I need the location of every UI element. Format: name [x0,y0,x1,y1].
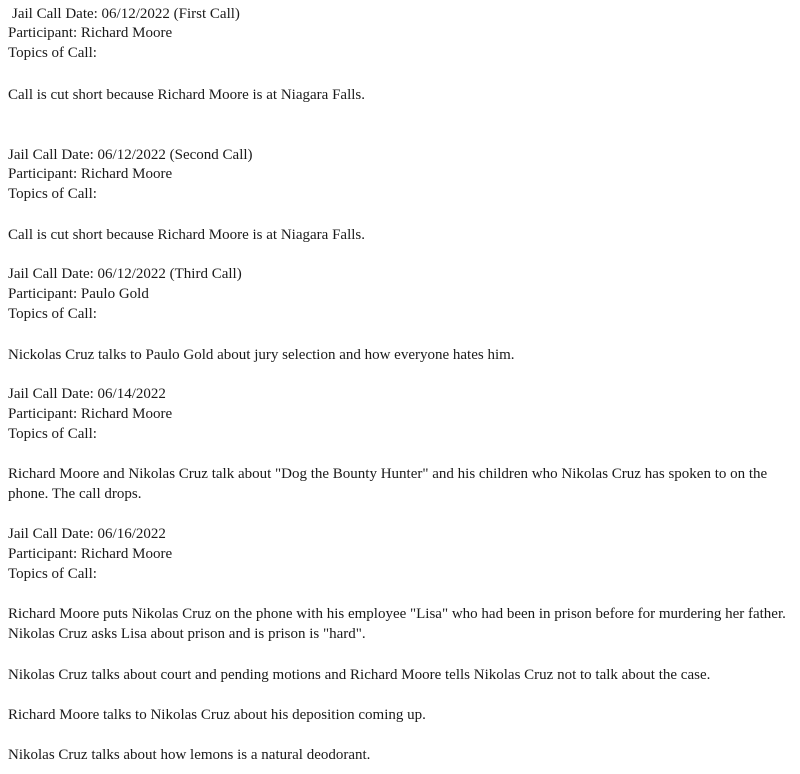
call-summary-2: Call is cut short because Richard Moore is at Niagara Falls. [8,227,365,243]
call-date-5: Jail Call Date: 06/16/2022 [8,526,166,542]
topics-label-5: Topics of Call: [8,566,97,582]
participant-2: Participant: Richard Moore [8,166,173,182]
topics-label-4: Topics of Call: [8,426,97,442]
call-date-3: Jail Call Date: 06/12/2022 (Third Call) [8,266,242,282]
call-summary-5b: Nikolas Cruz talks about court and pending motions and Richard Moore tells Nikolas Cruz not to talk about the case. [8,667,711,683]
call-summary-4: Richard Moore and Nikolas Cruz talk about "Dog the Bounty Hunter" and his children who Nikolas Cruz has spoken to on the phone. The call drops. [8,466,768,502]
topics-label-1: Topics of Call: [8,45,97,61]
call-summary-5c: Richard Moore talks to Nikolas Cruz about his deposition coming up. [8,707,426,723]
topics-label-3: Topics of Call: [8,306,97,322]
call-date-2: Jail Call Date: 06/12/2022 (Second Call) [8,147,253,163]
participant-4: Participant: Richard Moore [8,406,173,422]
call-summary-3: Nickolas Cruz talks to Paulo Gold about jury selection and how everyone hates him. [8,347,515,363]
call-summary-5a: Richard Moore puts Nikolas Cruz on the phone with his employee "Lisa" who had been in prison before for murdering her father. Nikolas Cruz asks Lisa about prison and is prison is "hard". [8,606,786,642]
participant-5: Participant: Richard Moore [8,546,173,562]
call-summary-1: Call is cut short because Richard Moore is at Niagara Falls. [8,87,365,103]
call-date-4: Jail Call Date: 06/14/2022 [8,386,166,402]
call-summary-5d: Nikolas Cruz talks about how lemons is a natural deodorant. [8,747,371,763]
call-date-1: Jail Call Date: 06/12/2022 (First Call) [12,6,240,22]
participant-3: Participant: Paulo Gold [8,286,149,302]
participant-1: Participant: Richard Moore [8,25,173,41]
topics-label-2: Topics of Call: [8,186,97,202]
